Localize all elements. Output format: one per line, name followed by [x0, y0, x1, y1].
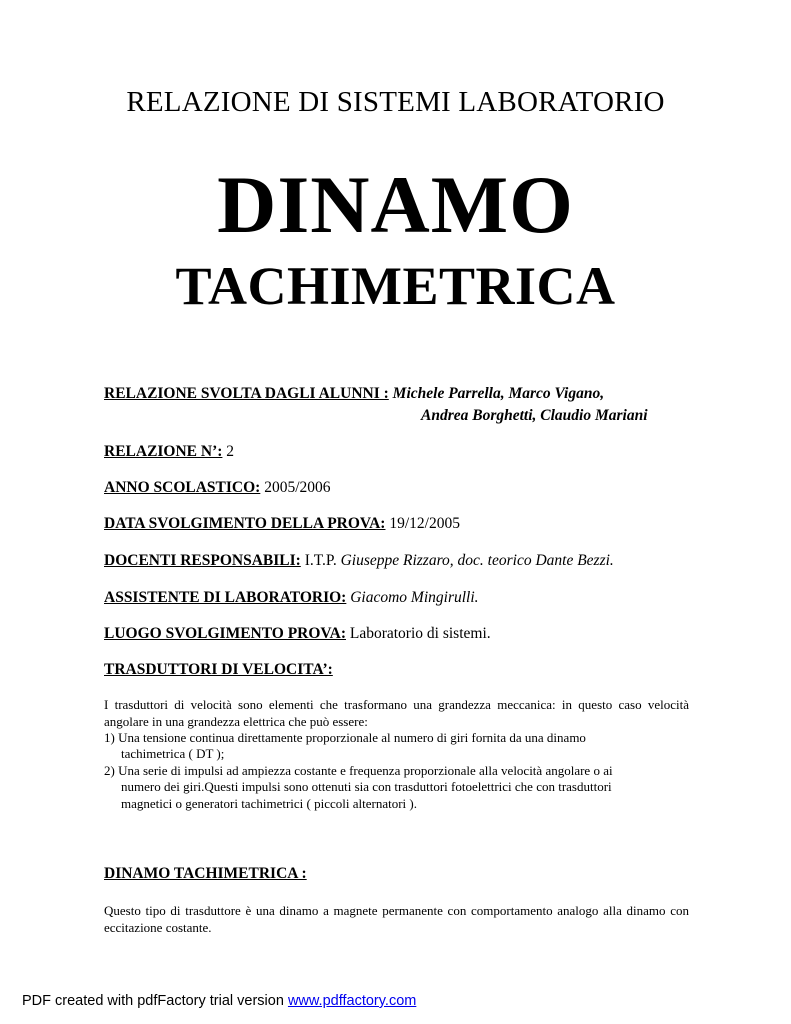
list-item-1-line-1: 1) Una tensione continua direttamente proporzionale al numero di giri fornita da una dinamo — [104, 730, 586, 745]
section2-text: Questo tipo di trasduttore è una dinamo a magnete permanente con comportamento analogo alla dinamo con eccitazione costante. — [104, 903, 689, 935]
report-number-row — [104, 443, 234, 461]
place-row — [104, 625, 491, 643]
section2-heading — [104, 865, 307, 883]
teachers-prefix: I.T.P. — [304, 552, 337, 569]
section1-heading — [104, 661, 333, 679]
pdf-footer — [22, 993, 416, 1009]
list-item-2-line-2: numero dei giri.Questi impulsi sono ottenuti sia con trasduttori fotoelettrici che con trasduttori — [121, 779, 612, 794]
students-line2: Andrea Borghetti, Claudio Mariani — [421, 407, 648, 424]
school-year-value: 2005/2006 — [264, 479, 331, 496]
main-title: DINAMO — [217, 159, 574, 250]
teachers-row — [104, 552, 614, 570]
students-row — [104, 385, 604, 403]
course-title: RELAZIONE DI SISTEMI LABORATORIO — [126, 86, 665, 118]
sub-title: TACHIMETRICA — [175, 256, 616, 316]
assistant-value: Giacomo Mingirulli. — [350, 589, 479, 606]
section1-intro: I trasduttori di velocità sono elementi che trasformano una grandezza meccanica: in questo caso velocità angolare in una grandezza elettrica che può essere: — [104, 697, 689, 729]
list-item-2-line-1: 2) Una serie di impulsi ad ampiezza costante e frequenza proporzionale alla velocità angolare o ai — [104, 763, 613, 778]
section1-heading-text: TRASDUTTORI DI VELOCITA’: — [104, 661, 333, 678]
place-value: Laboratorio di sistemi. — [349, 625, 491, 642]
date-label: DATA SVOLGIMENTO DELLA PROVA: — [104, 515, 386, 532]
school-year-row — [104, 479, 331, 497]
assistant-row — [104, 589, 479, 607]
section2-heading-text: DINAMO TACHIMETRICA : — [104, 865, 307, 882]
teachers-label: DOCENTI RESPONSABILI: — [104, 552, 301, 569]
assistant-label: ASSISTENTE DI LABORATORIO: — [104, 589, 347, 606]
report-number-value: 2 — [226, 443, 235, 460]
report-number-label: RELAZIONE N’: — [104, 443, 223, 460]
list-item-1-line-2: tachimetrica ( DT ); — [121, 746, 225, 761]
school-year-label: ANNO SCOLASTICO: — [104, 479, 261, 496]
list-item-2-line-3: magnetici o generatori tachimetrici ( piccoli alternatori ). — [121, 796, 417, 811]
date-row — [104, 515, 460, 533]
date-value: 19/12/2005 — [389, 515, 460, 532]
students-row-2 — [421, 407, 648, 425]
footer-text: PDF created with pdfFactory trial version — [22, 993, 284, 1009]
students-line1: Michele Parrella, Marco Vigano, — [392, 385, 605, 402]
teachers-value: Giuseppe Rizzaro, doc. teorico Dante Bezzi. — [340, 552, 614, 569]
students-label: RELAZIONE SVOLTA DAGLI ALUNNI : — [104, 385, 389, 402]
place-label: LUOGO SVOLGIMENTO PROVA: — [104, 625, 346, 642]
footer-link[interactable]: www.pdffactory.com — [287, 993, 417, 1009]
